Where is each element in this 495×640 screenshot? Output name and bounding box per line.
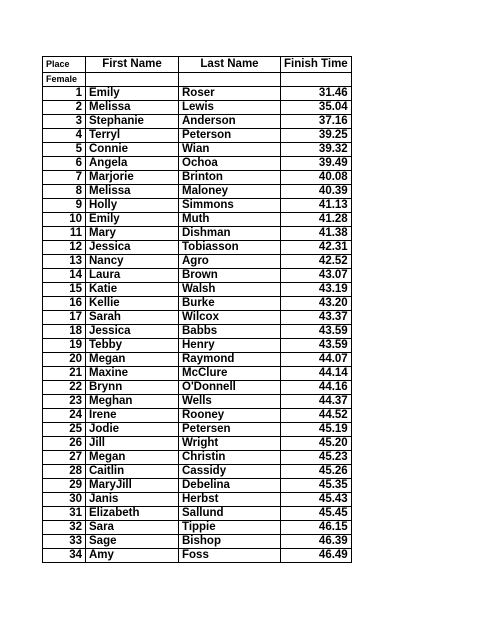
finish-time-cell: 45.45 — [281, 507, 352, 521]
place-cell: 20 — [43, 353, 86, 367]
place-cell: 33 — [43, 535, 86, 549]
finish-time-cell: 45.43 — [281, 493, 352, 507]
last-name-cell: Bishop — [179, 535, 281, 549]
finish-time-cell: 43.20 — [281, 297, 352, 311]
first-name-cell: Connie — [86, 143, 179, 157]
place-cell: 5 — [43, 143, 86, 157]
place-cell: 28 — [43, 465, 86, 479]
table-row — [43, 451, 352, 465]
first-name-cell: Sarah — [86, 311, 179, 325]
last-name-cell: Ochoa — [179, 157, 281, 171]
finish-time-cell: 39.49 — [281, 157, 352, 171]
finish-time-cell: 45.23 — [281, 451, 352, 465]
place-cell: 22 — [43, 381, 86, 395]
place-cell: 8 — [43, 185, 86, 199]
place-cell: 1 — [43, 87, 86, 101]
first-name-cell: Jill — [86, 437, 179, 451]
results-table — [42, 56, 352, 563]
last-name-cell: Tobiasson — [179, 241, 281, 255]
first-name-cell: Stephanie — [86, 115, 179, 129]
finish-time-cell: 44.52 — [281, 409, 352, 423]
header-first-name: First Name — [86, 57, 179, 73]
first-name-cell: Mary — [86, 227, 179, 241]
place-cell: 3 — [43, 115, 86, 129]
last-name-cell: Petersen — [179, 423, 281, 437]
place-cell: 7 — [43, 171, 86, 185]
header-last-name: Last Name — [179, 57, 281, 73]
finish-time-cell: 35.04 — [281, 101, 352, 115]
finish-time-cell: 43.19 — [281, 283, 352, 297]
first-name-cell: Meghan — [86, 395, 179, 409]
table-row — [43, 241, 352, 255]
last-name-cell: Herbst — [179, 493, 281, 507]
category-empty-cell — [179, 73, 281, 87]
finish-time-cell: 45.19 — [281, 423, 352, 437]
first-name-cell: Melissa — [86, 185, 179, 199]
last-name-cell: Cassidy — [179, 465, 281, 479]
first-name-cell: Emily — [86, 87, 179, 101]
last-name-cell: Debelina — [179, 479, 281, 493]
finish-time-cell: 46.49 — [281, 549, 352, 563]
table-row — [43, 423, 352, 437]
table-row — [43, 283, 352, 297]
finish-time-cell: 31.46 — [281, 87, 352, 101]
table-row — [43, 409, 352, 423]
place-cell: 18 — [43, 325, 86, 339]
place-cell: 4 — [43, 129, 86, 143]
place-cell: 29 — [43, 479, 86, 493]
table-row — [43, 129, 352, 143]
last-name-cell: Roser — [179, 87, 281, 101]
header-place: Place — [43, 57, 86, 73]
place-cell: 9 — [43, 199, 86, 213]
last-name-cell: Wright — [179, 437, 281, 451]
table-row — [43, 493, 352, 507]
last-name-cell: Tippie — [179, 521, 281, 535]
finish-time-cell: 46.15 — [281, 521, 352, 535]
place-cell: 17 — [43, 311, 86, 325]
first-name-cell: Terryl — [86, 129, 179, 143]
table-row — [43, 157, 352, 171]
first-name-cell: Megan — [86, 451, 179, 465]
first-name-cell: Katie — [86, 283, 179, 297]
header-row — [43, 57, 352, 73]
finish-time-cell: 39.32 — [281, 143, 352, 157]
first-name-cell: Emily — [86, 213, 179, 227]
finish-time-cell: 41.28 — [281, 213, 352, 227]
finish-time-cell: 41.38 — [281, 227, 352, 241]
first-name-cell: Kellie — [86, 297, 179, 311]
place-cell: 32 — [43, 521, 86, 535]
finish-time-cell: 41.13 — [281, 199, 352, 213]
finish-time-cell: 39.25 — [281, 129, 352, 143]
place-cell: 31 — [43, 507, 86, 521]
last-name-cell: Brown — [179, 269, 281, 283]
finish-time-cell: 43.07 — [281, 269, 352, 283]
category-label: Female — [43, 73, 86, 87]
first-name-cell: Maxine — [86, 367, 179, 381]
last-name-cell: Dishman — [179, 227, 281, 241]
place-cell: 26 — [43, 437, 86, 451]
place-cell: 24 — [43, 409, 86, 423]
first-name-cell: Holly — [86, 199, 179, 213]
place-cell: 23 — [43, 395, 86, 409]
last-name-cell: Peterson — [179, 129, 281, 143]
first-name-cell: Tebby — [86, 339, 179, 353]
first-name-cell: Marjorie — [86, 171, 179, 185]
first-name-cell: Amy — [86, 549, 179, 563]
first-name-cell: Sara — [86, 521, 179, 535]
last-name-cell: Foss — [179, 549, 281, 563]
finish-time-cell: 45.26 — [281, 465, 352, 479]
table-row — [43, 87, 352, 101]
place-cell: 2 — [43, 101, 86, 115]
last-name-cell: Simmons — [179, 199, 281, 213]
finish-time-cell: 40.08 — [281, 171, 352, 185]
finish-time-cell: 43.59 — [281, 339, 352, 353]
first-name-cell: Elizabeth — [86, 507, 179, 521]
table-row — [43, 297, 352, 311]
finish-time-cell: 40.39 — [281, 185, 352, 199]
table-row — [43, 227, 352, 241]
place-cell: 34 — [43, 549, 86, 563]
last-name-cell: Raymond — [179, 353, 281, 367]
place-cell: 14 — [43, 269, 86, 283]
finish-time-cell: 46.39 — [281, 535, 352, 549]
table-row — [43, 339, 352, 353]
last-name-cell: Rooney — [179, 409, 281, 423]
last-name-cell: McClure — [179, 367, 281, 381]
first-name-cell: Jodie — [86, 423, 179, 437]
finish-time-cell: 44.14 — [281, 367, 352, 381]
category-row — [43, 73, 352, 87]
place-cell: 15 — [43, 283, 86, 297]
table-row — [43, 255, 352, 269]
first-name-cell: Angela — [86, 157, 179, 171]
first-name-cell: Sage — [86, 535, 179, 549]
finish-time-cell: 37.16 — [281, 115, 352, 129]
finish-time-cell: 44.07 — [281, 353, 352, 367]
table-row — [43, 269, 352, 283]
place-cell: 13 — [43, 255, 86, 269]
results-body — [43, 57, 352, 563]
table-row — [43, 381, 352, 395]
finish-time-cell: 43.37 — [281, 311, 352, 325]
last-name-cell: Wilcox — [179, 311, 281, 325]
table-row — [43, 465, 352, 479]
first-name-cell: Brynn — [86, 381, 179, 395]
first-name-cell: Caitlin — [86, 465, 179, 479]
first-name-cell: Megan — [86, 353, 179, 367]
table-row — [43, 213, 352, 227]
place-cell: 11 — [43, 227, 86, 241]
last-name-cell: Christin — [179, 451, 281, 465]
table-row — [43, 521, 352, 535]
table-row — [43, 549, 352, 563]
table-row — [43, 507, 352, 521]
place-cell: 6 — [43, 157, 86, 171]
finish-time-cell: 44.16 — [281, 381, 352, 395]
place-cell: 30 — [43, 493, 86, 507]
table-row — [43, 395, 352, 409]
last-name-cell: Brinton — [179, 171, 281, 185]
last-name-cell: Wells — [179, 395, 281, 409]
last-name-cell: Lewis — [179, 101, 281, 115]
first-name-cell: Melissa — [86, 101, 179, 115]
place-cell: 25 — [43, 423, 86, 437]
place-cell: 27 — [43, 451, 86, 465]
place-cell: 10 — [43, 213, 86, 227]
table-row — [43, 353, 352, 367]
first-name-cell: MaryJill — [86, 479, 179, 493]
first-name-cell: Janis — [86, 493, 179, 507]
first-name-cell: Laura — [86, 269, 179, 283]
header-finish-time: Finish Time — [281, 57, 352, 73]
last-name-cell: Muth — [179, 213, 281, 227]
table-row — [43, 199, 352, 213]
place-cell: 21 — [43, 367, 86, 381]
place-cell: 16 — [43, 297, 86, 311]
finish-time-cell: 43.59 — [281, 325, 352, 339]
category-empty-cell — [281, 73, 352, 87]
finish-time-cell: 45.35 — [281, 479, 352, 493]
finish-time-cell: 42.52 — [281, 255, 352, 269]
last-name-cell: Wian — [179, 143, 281, 157]
category-empty-cell — [86, 73, 179, 87]
last-name-cell: Anderson — [179, 115, 281, 129]
table-row — [43, 325, 352, 339]
last-name-cell: Henry — [179, 339, 281, 353]
last-name-cell: Agro — [179, 255, 281, 269]
last-name-cell: O'Donnell — [179, 381, 281, 395]
table-row — [43, 185, 352, 199]
finish-time-cell: 42.31 — [281, 241, 352, 255]
table-row — [43, 367, 352, 381]
last-name-cell: Sallund — [179, 507, 281, 521]
table-row — [43, 101, 352, 115]
table-row — [43, 115, 352, 129]
first-name-cell: Irene — [86, 409, 179, 423]
table-row — [43, 143, 352, 157]
first-name-cell: Jessica — [86, 241, 179, 255]
finish-time-cell: 44.37 — [281, 395, 352, 409]
table-row — [43, 535, 352, 549]
last-name-cell: Babbs — [179, 325, 281, 339]
place-cell: 12 — [43, 241, 86, 255]
place-cell: 19 — [43, 339, 86, 353]
last-name-cell: Maloney — [179, 185, 281, 199]
first-name-cell: Jessica — [86, 325, 179, 339]
first-name-cell: Nancy — [86, 255, 179, 269]
last-name-cell: Burke — [179, 297, 281, 311]
table-row — [43, 437, 352, 451]
table-row — [43, 311, 352, 325]
table-row — [43, 171, 352, 185]
table-row — [43, 479, 352, 493]
finish-time-cell: 45.20 — [281, 437, 352, 451]
last-name-cell: Walsh — [179, 283, 281, 297]
